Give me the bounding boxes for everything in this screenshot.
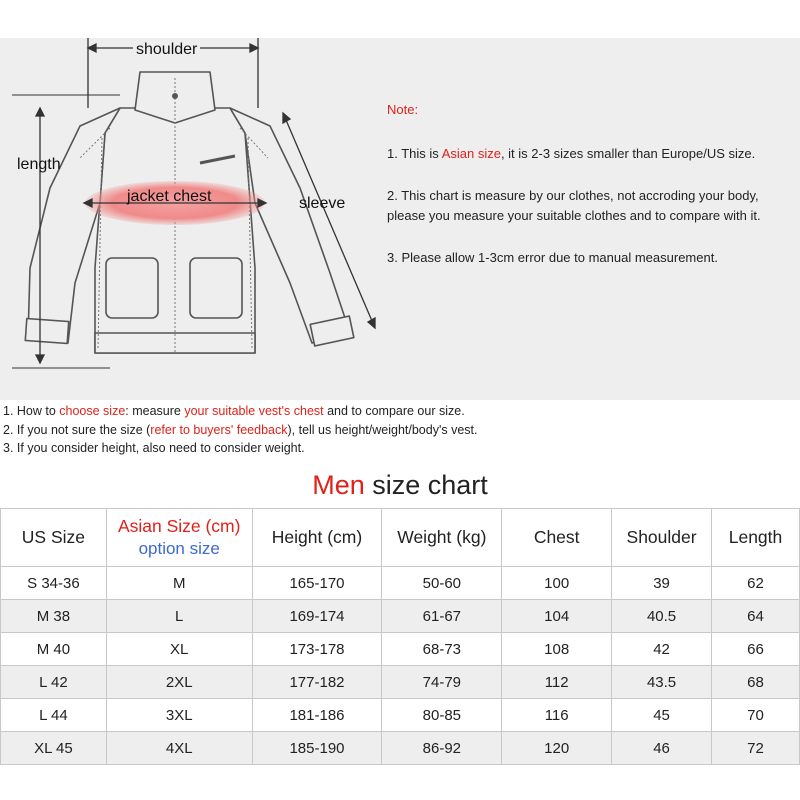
header-chest: Chest: [502, 509, 612, 567]
table-row: M 38 L 169-174 61-67 104 40.5 64: [1, 600, 800, 633]
size-chart-table: [0, 508, 800, 765]
table-row: L 44 3XL 181-186 80-85 116 45 70: [1, 699, 800, 732]
table-header-row: [1, 509, 800, 567]
header-height: Height (cm): [252, 509, 382, 567]
header-length: Length: [712, 509, 800, 567]
table-row: S 34-36 M 165-170 50-60 100 39 62: [1, 567, 800, 600]
note-2: 2. This chart is measure by our clothes, not accroding your body, please you measure your suitable clothes and to compare with it.: [387, 188, 761, 223]
table-row: XL 45 4XL 185-190 86-92 120 46 72: [1, 732, 800, 765]
table-row: L 42 2XL 177-182 74-79 112 43.5 68: [1, 666, 800, 699]
how-to-line-1: 1. How to choose size: measure your suitable vest's chest and to compare our size.: [3, 404, 465, 418]
notes-title: Note:: [387, 102, 419, 117]
header-shoulder: Shoulder: [612, 509, 712, 567]
header-asian-size: Asian Size (cm) option size: [106, 509, 252, 567]
how-to-choose: [3, 402, 477, 458]
table-row: M 40 XL 173-178 68-73 108 42 66: [1, 633, 800, 666]
note-3: 3. Please allow 1-3cm error due to manual measurement.: [387, 250, 718, 265]
how-to-line-3: 3. If you consider height, also need to consider weight.: [3, 441, 305, 455]
jacket-diagram: [0, 38, 380, 400]
shoulder-label: shoulder: [133, 41, 200, 59]
note-1: 1. This is Asian size, it is 2-3 sizes smaller than Europe/US size.: [387, 146, 756, 161]
how-to-line-2: 2. If you not sure the size (refer to buyers' feedback), tell us height/weight/body's vest.: [3, 422, 478, 437]
chart-title: Men size chart: [312, 470, 488, 500]
header-us-size: US Size: [1, 509, 107, 567]
length-label: length: [17, 156, 61, 173]
notes-block: [387, 100, 797, 290]
header-weight: Weight (kg): [382, 509, 502, 567]
chest-label: jacket chest: [127, 188, 212, 205]
sleeve-label: sleeve: [299, 195, 346, 212]
